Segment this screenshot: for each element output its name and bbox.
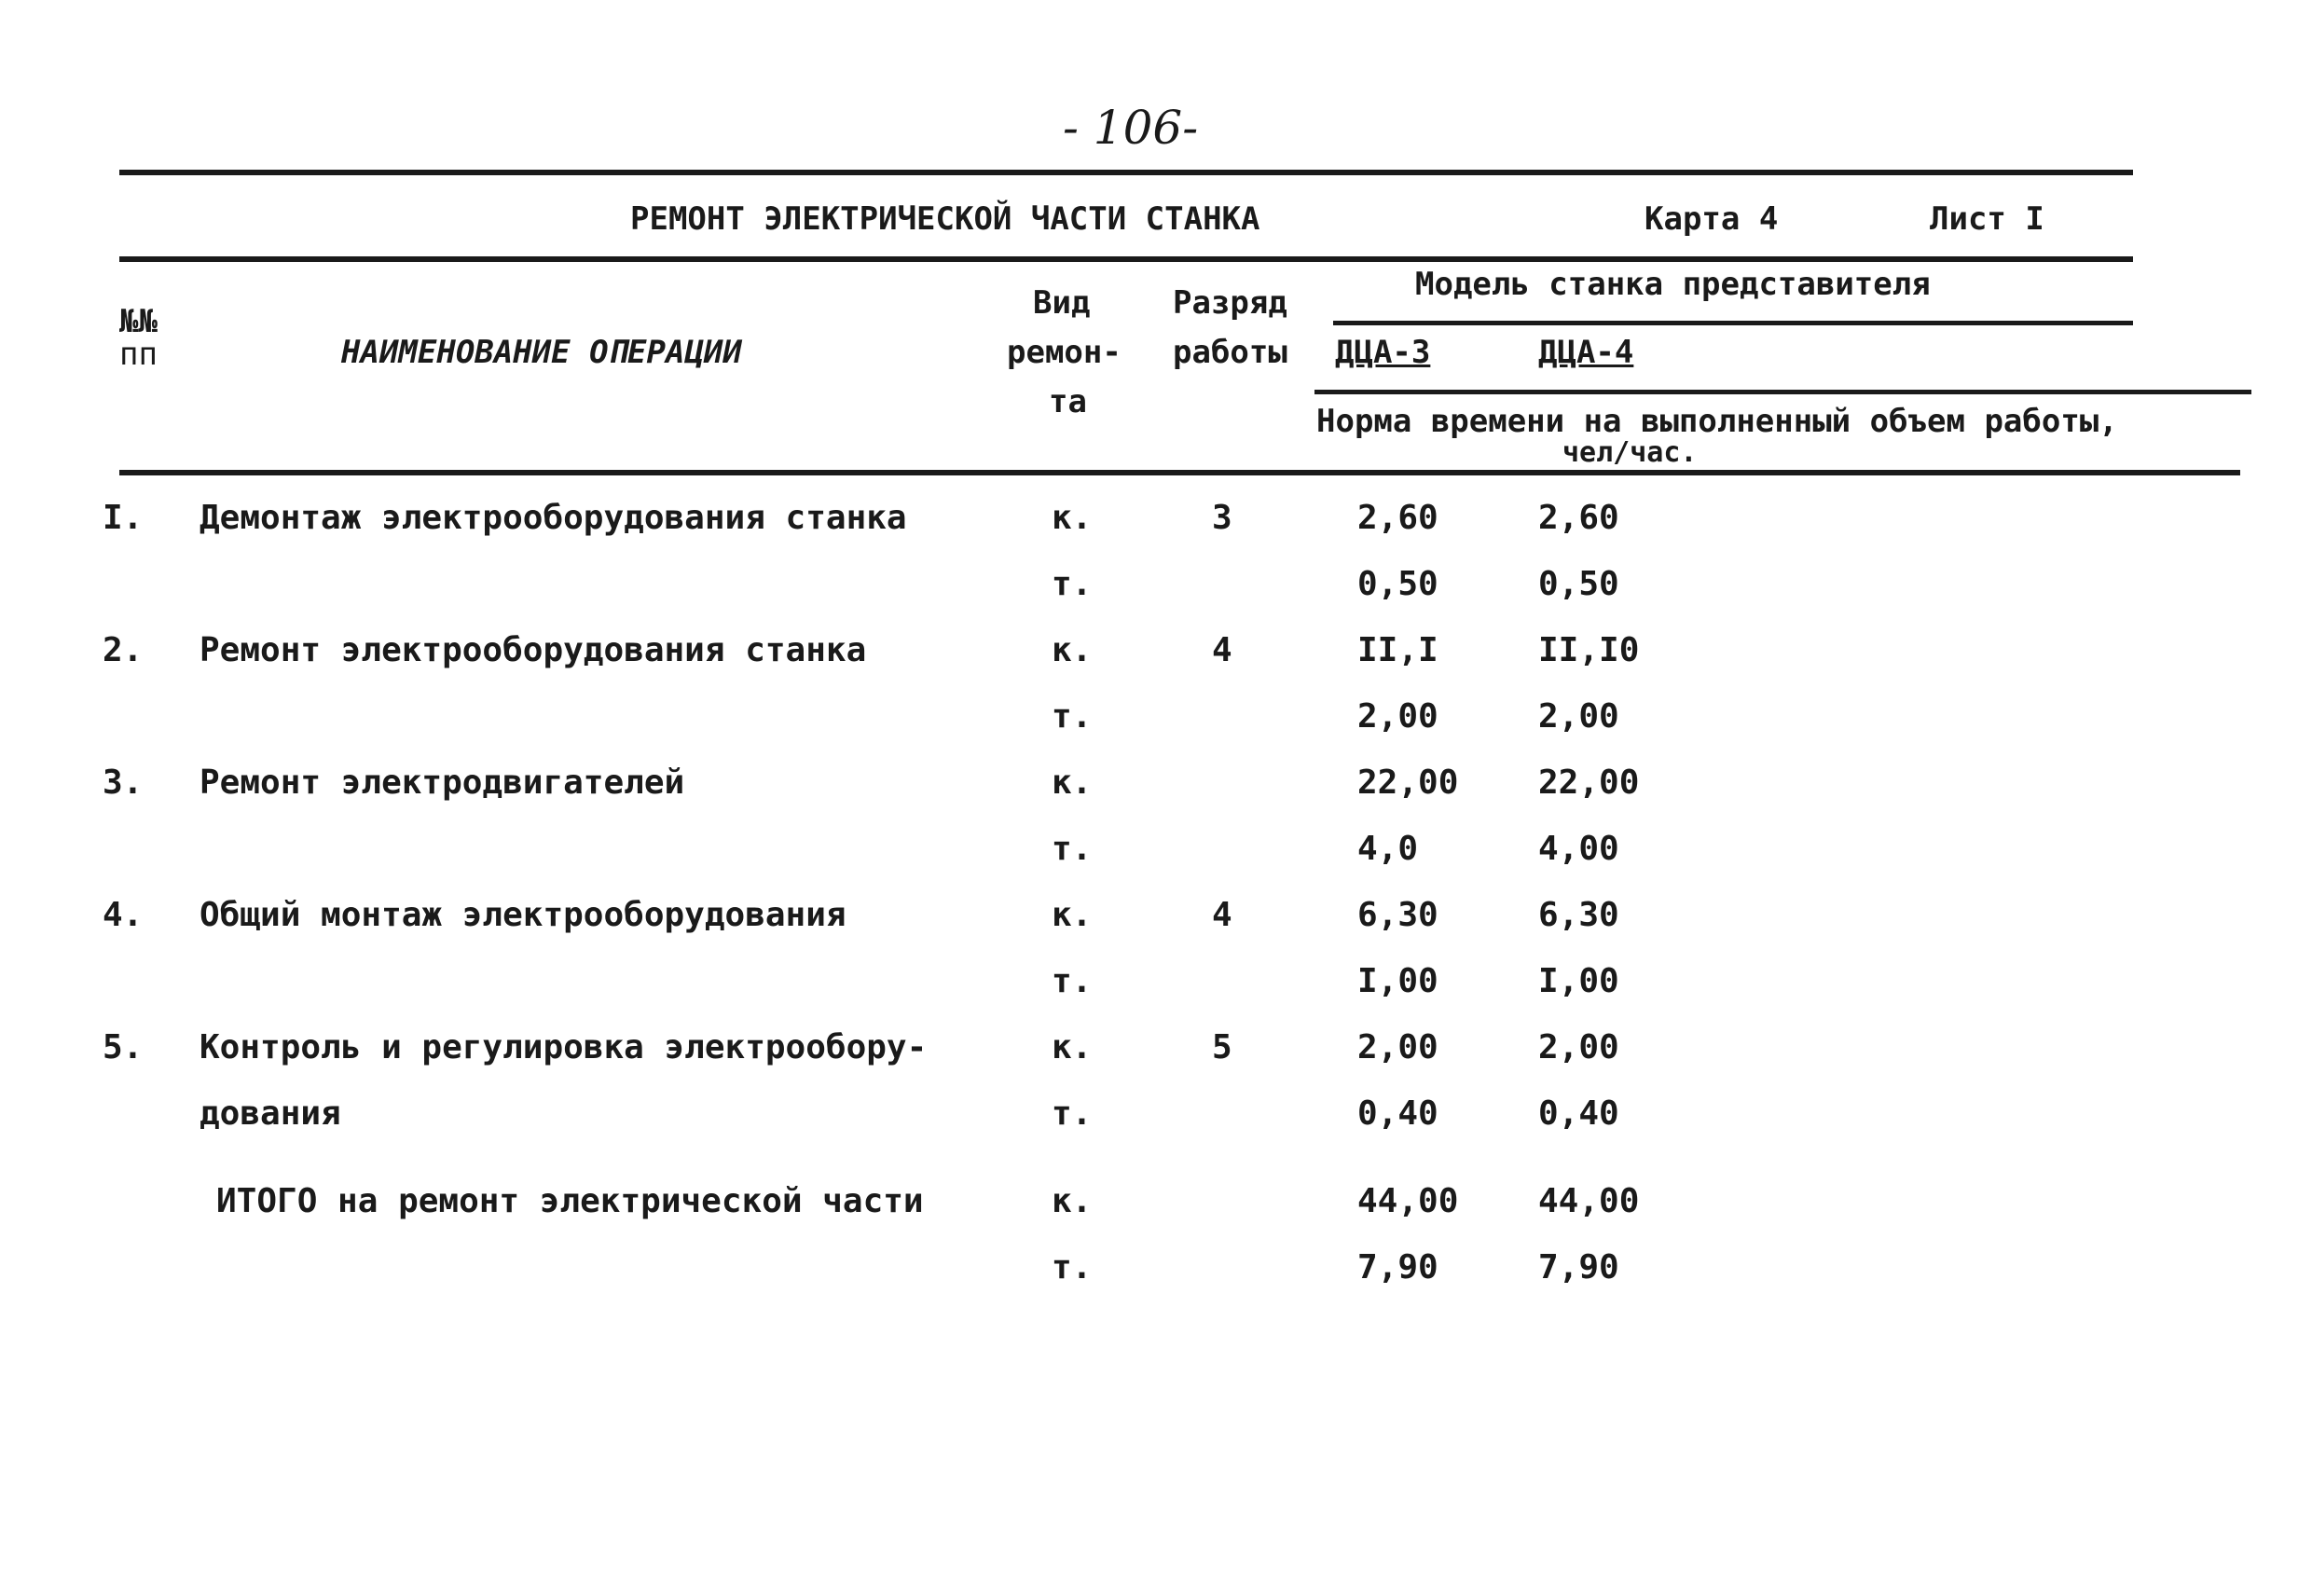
row-value-model-2: 0,50 — [1538, 565, 1619, 603]
col-model-2: ДЦА-4 — [1538, 334, 1634, 371]
document-title: РЕМОНТ ЭЛЕКТРИЧЕСКОЙ ЧАСТИ СТАНКА — [630, 200, 1260, 238]
total-value-model-1: 7,90 — [1357, 1248, 1438, 1286]
top-rule — [119, 170, 2133, 175]
card-number: Карта 4 — [1645, 200, 1779, 238]
row-value-model-2: II,I0 — [1538, 631, 1640, 669]
row-value-model-2: 6,30 — [1538, 896, 1619, 934]
row-repair-type: к. — [1052, 499, 1093, 537]
col-norm-line1: Норма времени на выполненный объем работы, — [1316, 403, 2118, 440]
col-num-line2: пп — [119, 336, 158, 373]
row-repair-type: т. — [1052, 830, 1093, 868]
row-operation-name: Ремонт электрооборудования станка — [200, 631, 867, 669]
norm-rule — [1314, 390, 2251, 394]
col-num-line1: №№ — [119, 303, 158, 340]
col-grade-line2: работы — [1173, 334, 1287, 371]
row-operation-name: Общий монтаж электрооборудования — [200, 896, 846, 934]
row-work-grade: 5 — [1212, 1028, 1232, 1066]
col-type-line3: та — [1049, 383, 1087, 420]
row-value-model-1: 4,0 — [1357, 830, 1419, 868]
row-value-model-1: 2,00 — [1357, 1028, 1438, 1066]
row-value-model-1: 6,30 — [1357, 896, 1438, 934]
row-number: 3. — [103, 764, 144, 802]
row-value-model-2: 0,40 — [1538, 1094, 1619, 1133]
row-repair-type: т. — [1052, 697, 1093, 736]
row-repair-type: т. — [1052, 565, 1093, 603]
total-repair-type: т. — [1052, 1248, 1093, 1286]
row-value-model-1: I,00 — [1357, 962, 1438, 1000]
row-value-model-1: 2,60 — [1357, 499, 1438, 537]
col-grade-line1: Разряд — [1173, 284, 1287, 322]
row-number: 5. — [103, 1028, 144, 1066]
col-model-group: Модель станка представителя — [1415, 266, 1931, 303]
row-repair-type: к. — [1052, 1028, 1093, 1066]
row-repair-type: к. — [1052, 631, 1093, 669]
row-work-grade: 4 — [1212, 631, 1232, 669]
row-repair-type: т. — [1052, 962, 1093, 1000]
model-group-rule — [1333, 321, 2133, 325]
row-value-model-1: II,I — [1357, 631, 1438, 669]
row-value-model-1: 0,40 — [1357, 1094, 1438, 1133]
header-rule — [119, 256, 2133, 262]
row-value-model-1: 0,50 — [1357, 565, 1438, 603]
col-type-line2: ремон- — [1007, 334, 1122, 371]
row-value-model-2: 22,00 — [1538, 764, 1640, 802]
row-value-model-1: 2,00 — [1357, 697, 1438, 736]
total-value-model-2: 44,00 — [1538, 1182, 1640, 1220]
col-model-1: ДЦА-3 — [1335, 334, 1431, 371]
total-value-model-1: 44,00 — [1357, 1182, 1459, 1220]
row-value-model-2: I,00 — [1538, 962, 1619, 1000]
col-norm-line2: чел/час. — [1562, 436, 1698, 469]
row-value-model-2: 2,00 — [1538, 1028, 1619, 1066]
row-repair-type: к. — [1052, 896, 1093, 934]
row-work-grade: 4 — [1212, 896, 1232, 934]
row-operation-name: Демонтаж электрооборудования станка — [200, 499, 907, 537]
total-label: ИТОГО на ремонт электрической части — [216, 1182, 924, 1220]
row-value-model-2: 4,00 — [1538, 830, 1619, 868]
row-operation-name: Ремонт электродвигателей — [200, 764, 685, 802]
row-number: 2. — [103, 631, 144, 669]
row-value-model-1: 22,00 — [1357, 764, 1459, 802]
row-value-model-2: 2,00 — [1538, 697, 1619, 736]
total-value-model-2: 7,90 — [1538, 1248, 1619, 1286]
col-type-line1: Вид — [1033, 284, 1091, 322]
page-number: - 106- — [1063, 101, 1199, 155]
row-number: 4. — [103, 896, 144, 934]
row-repair-type: т. — [1052, 1094, 1093, 1133]
table-header-bottom-rule — [119, 470, 2240, 475]
row-operation-name: дования — [200, 1094, 341, 1133]
sheet-number: Лист I — [1930, 200, 2044, 238]
col-operation-name: НАИМЕНОВАНИЕ ОПЕРАЦИИ — [341, 334, 742, 371]
row-value-model-2: 2,60 — [1538, 499, 1619, 537]
row-work-grade: 3 — [1212, 499, 1232, 537]
total-repair-type: к. — [1052, 1182, 1093, 1220]
row-number: I. — [103, 499, 144, 537]
row-operation-name: Контроль и регулировка электрообору- — [200, 1028, 928, 1066]
row-repair-type: к. — [1052, 764, 1093, 802]
